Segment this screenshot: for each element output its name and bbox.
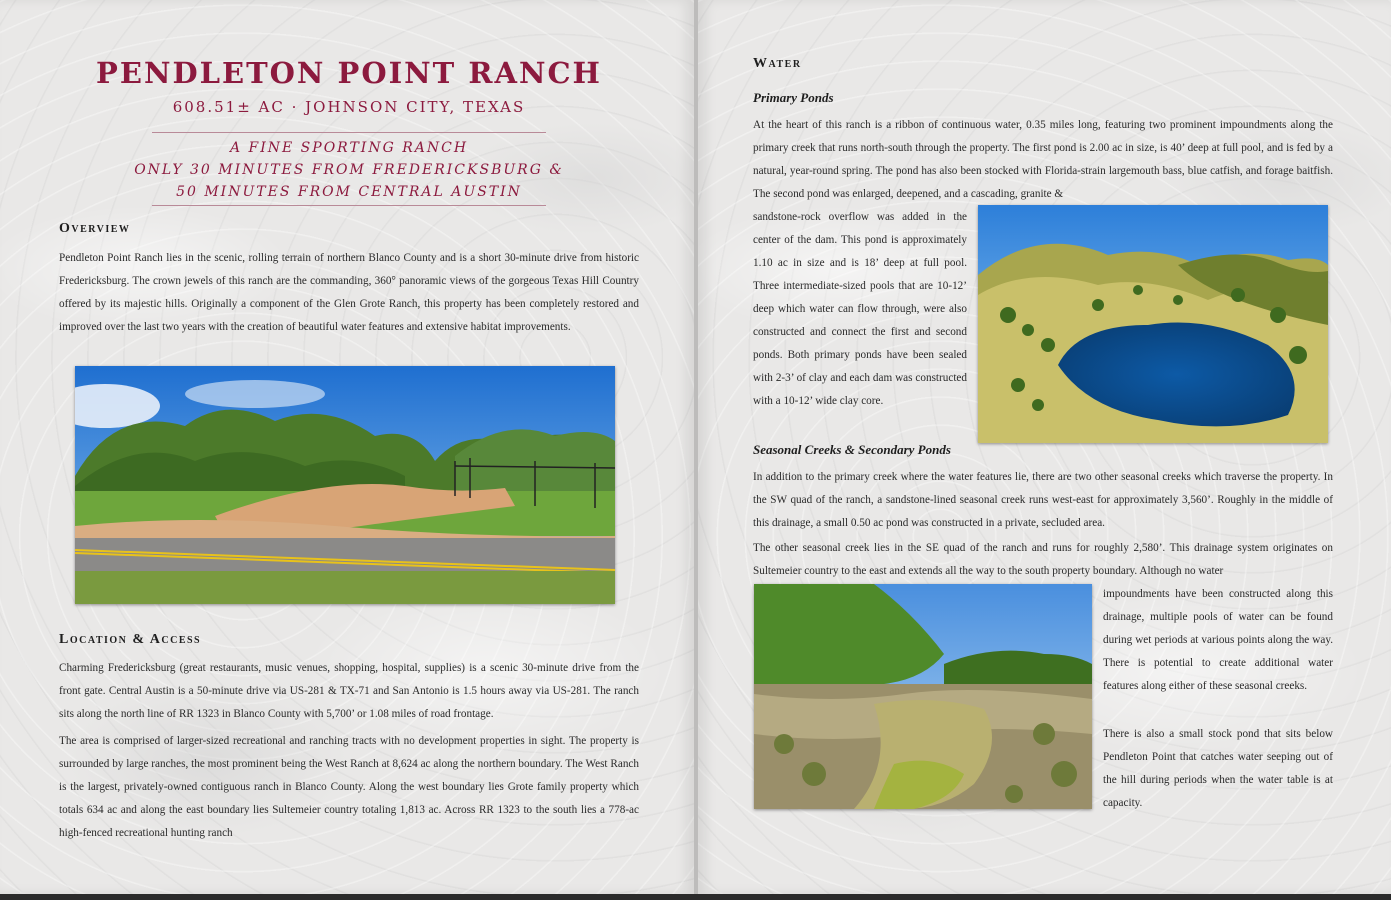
seasonal-text-3: There is also a small stock pond that sits below Pendleton Point that catches water seeping out of the hill during periods when the water table is at capacity.: [1103, 728, 1333, 809]
left-page: [0, 0, 694, 894]
tagline-line: 50 MINUTES FROM CENTRAL AUSTIN: [176, 184, 522, 200]
water-heading: Water: [753, 56, 802, 71]
tagline-line: ONLY 30 MINUTES FROM FREDERICKSBURG &: [134, 162, 564, 178]
primary-ponds-text-wrap: sandstone-rock overflow was added in the center of the dam. This pond is approximately 1.10 ac in size and is 18’ deep at full pool. Three intermediate-sized pools that are 10-12’ deep which water can flow through, were also constructed and connect the first and second ponds. Both primary ponds have been sealed with 2-3’ of clay and each dam was constructed with a 10-12’ wide clay core.: [753, 211, 967, 407]
seasonal-text-1: In addition to the primary creek where the water features lie, there are two other seasonal creeks which traverse the property. In the SW quad of the ranch, a sandstone-lined seasonal creek runs west-east for approximately 3,560’. Roughly in the middle of this drainage, a small 0.50 ac pond was constructed in a private, secluded area.: [753, 471, 1333, 529]
primary-ponds-text: At the heart of this ranch is a ribbon of continuous water, 0.35 miles long, featuring two prominent impoundments along the primary creek that runs north-south through the property. The first pond is 2.00 ac in size, is 40’ deep at full pool, and is fed by a natural, year-round spring. The pond has also been stocked with Florida-strain largemouth bass, blue catfish, and forage baitfish. The second pond was enlarged, deepened, and a cascading, granite &: [753, 119, 1333, 200]
tagline-line: A FINE SPORTING RANCH: [229, 140, 469, 156]
top-divider: [152, 132, 546, 133]
location-heading: Location & Access: [59, 632, 202, 647]
viewer-bottom-bar: [0, 894, 1391, 900]
location-text-1: Charming Fredericksburg (great restaurants, music venues, shopping, hospital, supplies) is a scenic 30-minute drive from the front gate. Central Austin is a 50-minute drive via US-281 & TX-71 and San Antonio is 1.5 hours away via US-281. The ranch sits along the north line of RR 1323 in Blanco County with 5,700’ or 1.08 miles of road frontage.: [59, 662, 639, 720]
right-page: [698, 0, 1391, 894]
seasonal-text-2: The other seasonal creek lies in the SE quad of the ranch and runs for roughly 2,580’. This drainage system originates on Sultemeier country to the east and extends all the way to the south property boundary. Although no water: [753, 542, 1333, 577]
overview-text: Pendleton Point Ranch lies in the scenic, rolling terrain of northern Blanco County and is a short 30-minute drive from historic Fredericksburg. The crown jewels of this ranch are the commanding, 360° panoramic views of the gorgeous Texas Hill Country offered by its majestic hills. Originally a component of the Glen Grote Ranch, this property has been completely restored and improved over the last two years with the creation of beautiful water features and extensive habitat improvements.: [59, 252, 639, 333]
seasonal-text-2-wrap: impoundments have been constructed along this drainage, multiple pools of water can be found during wet periods at various points along the way. There is potential to create additional water features along either of these seasonal creeks.: [1103, 588, 1333, 692]
location-text-2: The area is comprised of larger-sized recreational and ranching tracts with no development properties in sight. The property is surrounded by large ranches, the most prominent being the West Ranch at 8,624 ac along the northern boundary. The West Ranch is the largest, privately-owned contiguous ranch in Blanco County. Along the west boundary lies Grote family property which totals 634 ac and along the east boundary lies Sultemeier country totaling 1,813 ac. Across RR 1323 to the south lies a 778-ac high-fenced recreational hunting ranch: [59, 735, 639, 839]
pond-aerial-photo: [978, 205, 1328, 443]
tagline: [100, 137, 598, 203]
bottom-divider: [152, 205, 546, 206]
creek-photo: [754, 584, 1092, 809]
seasonal-heading: Seasonal Creeks & Secondary Ponds: [753, 442, 951, 457]
page-title: PENDLETON POINT RANCH: [96, 56, 602, 90]
ranch-entrance-photo: [75, 366, 615, 604]
primary-ponds-heading: Primary Ponds: [753, 90, 834, 105]
page-subtitle: 608.51± AC · JOHNSON CITY, TEXAS: [172, 98, 526, 116]
overview-heading: Overview: [59, 221, 131, 236]
